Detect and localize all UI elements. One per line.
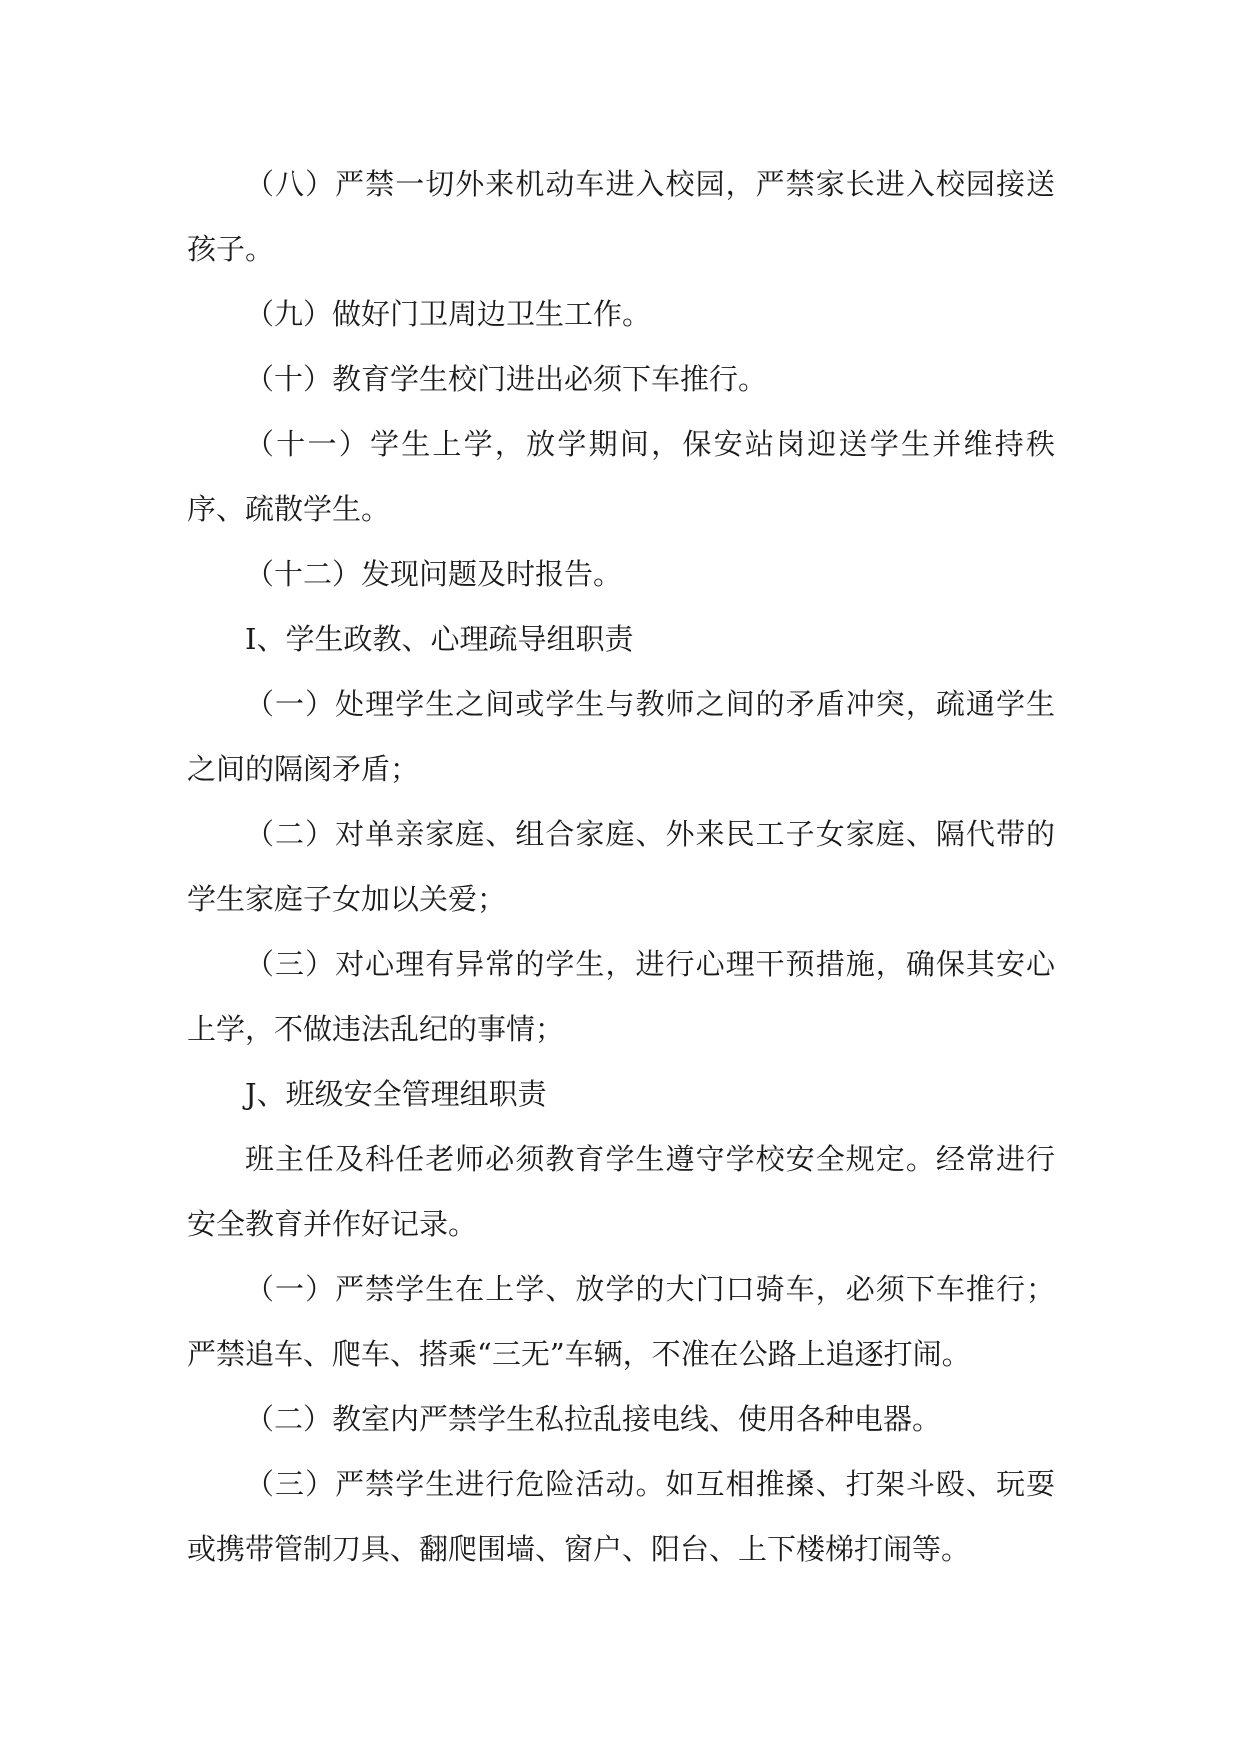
paragraph-i-3-psych: （三）对心理有异常的学生，进行心理干预措施，确保其安心上学，不做违法乱纪的事情； bbox=[187, 947, 1055, 1046]
paragraph-j-1-riding: （一）严禁学生在上学、放学的大门口骑车，必须下车推行；严禁追车、爬车、搭乘“三无”车辆，不准在公路上追逐打闹。 bbox=[187, 1272, 1055, 1371]
paragraph-8-vehicles: （八）严禁一切外来机动车进入校园，严禁家长进入校园接送孩子。 bbox=[187, 167, 1055, 266]
paragraph-j-intro: 班主任及科任老师必须教育学生遵守学校安全规定。经常进行安全教育并作好记录。 bbox=[187, 1142, 1055, 1241]
paragraph-10-dismount: （十）教育学生校门进出必须下车推行。 bbox=[245, 362, 768, 396]
paragraph-j-2-electrical: （二）教室内严禁学生私拉乱接电线、使用各种电器。 bbox=[245, 1402, 942, 1436]
paragraph-12-report: （十二）发现问题及时报告。 bbox=[245, 557, 623, 591]
paragraph-9-hygiene: （九）做好门卫周边卫生工作。 bbox=[245, 297, 652, 331]
paragraph-j-3-danger: （三）严禁学生进行危险活动。如互相推搡、打架斗殴、玩耍或携带管制刀具、翻爬围墙、窗户、阳台、上下楼梯打闹等。 bbox=[187, 1467, 1055, 1566]
paragraph-i-2-care: （二）对单亲家庭、组合家庭、外来民工子女家庭、隔代带的学生家庭子女加以关爱； bbox=[187, 817, 1055, 916]
document-body bbox=[187, 152, 1055, 1582]
section-heading-j: J、班级安全管理组职责 bbox=[245, 1077, 547, 1111]
section-heading-i: I、学生政教、心理疏导组职责 bbox=[245, 622, 634, 656]
paragraph-i-1-conflicts: （一）处理学生之间或学生与教师之间的矛盾冲突，疏通学生之间的隔阂矛盾； bbox=[187, 687, 1055, 786]
paragraph-11-guard-duty: （十一）学生上学，放学期间，保安站岗迎送学生并维持秩序、疏散学生。 bbox=[187, 427, 1055, 526]
